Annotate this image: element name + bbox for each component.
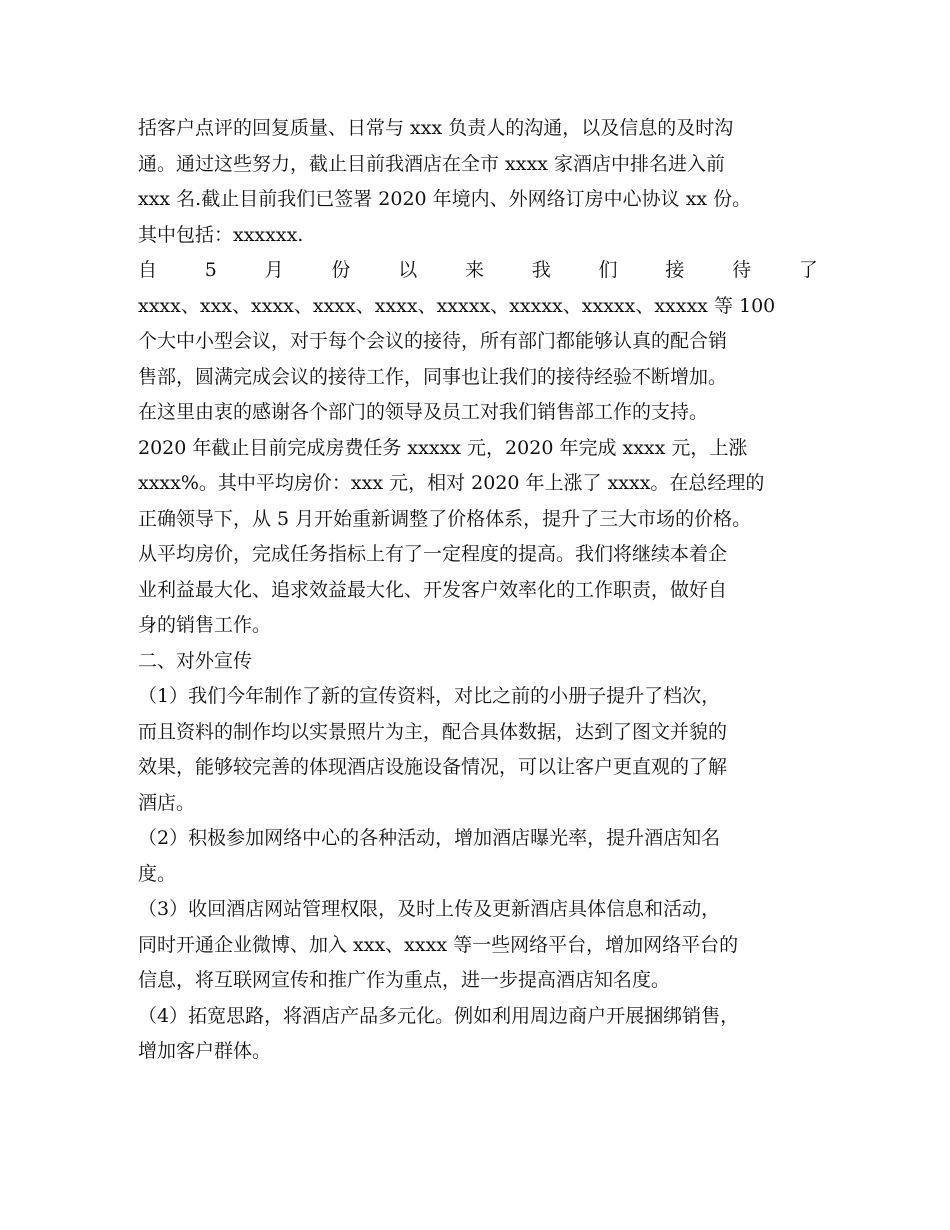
text-line: 业利益最大化、追求效益最大化、开发客户效率化的工作职责，做好自 (138, 578, 728, 601)
text-line: 在这里由衷的感谢各个部门的领导及员工对我们销售部工作的支持。 (138, 401, 709, 423)
text-line: 信息，将互联网宣传和推广作为重点，进一步提高酒店知名度。 (138, 969, 671, 991)
glyph: 自 (138, 259, 158, 281)
text-line: （4）拓宽思路，将酒店产品多元化。例如利用周边商户开展捆绑销售， (138, 1004, 740, 1027)
text-line: 从平均房价，完成任务指标上有了一定程度的提高。我们将继续本着企 (138, 543, 728, 565)
text-line: 通。通过这些努力，截止目前我酒店在全市 xxxx 家酒店中排名进入前 (138, 152, 725, 175)
text-line: 个大中小型会议，对于每个会议的接待，所有部门都能够认真的配合销 (138, 330, 728, 352)
justified-text-line (138, 253, 818, 289)
text-line: 2020 年截止目前完成房费任务 xxxxx 元，2020 年完成 xxxx 元，上涨 (138, 436, 748, 459)
glyph: 份 (331, 259, 351, 281)
text-line: 其中包括：xxxxxx. (138, 223, 304, 246)
paragraph-ota-ranking (138, 111, 818, 253)
list-item-network-activities (138, 821, 818, 892)
list-item-website-management (138, 892, 818, 999)
list-item-product-diversification (138, 999, 818, 1070)
text-line: 同时开通企业微博、加入 xxx、xxxx 等一些网络平台，增加网络平台的 (138, 933, 739, 956)
section-heading-external-promotion (138, 644, 818, 680)
text-line: 而且资料的制作均以实景照片为主，配合具体数据，达到了图文并貌的 (138, 720, 728, 743)
paragraph-room-revenue (138, 431, 818, 644)
text-line: （1）我们今年制作了新的宣传资料，对比之前的小册子提升了档次， (138, 685, 721, 707)
glyph: 待 (732, 259, 752, 281)
text-line: 正确领导下，从 5 月开始重新调整了价格体系，提升了三大市场的价格。 (138, 507, 752, 530)
glyph: 来 (464, 259, 484, 281)
text-line: 增加客户群体。 (138, 1040, 272, 1062)
text-line: xxxx%。其中平均房价：xxx 元，相对 2020 年上涨了 xxxx。在总经理的 (138, 472, 765, 494)
glyph: 以 (398, 259, 418, 281)
text-line: 售部，圆满完成会议的接待工作，同事也让我们的接待经验不断增加。 (138, 365, 728, 388)
paragraph-meetings (138, 253, 818, 431)
glyph: 5 (204, 259, 217, 281)
glyph: 我 (531, 259, 551, 281)
text-line: 效果，能够较完善的体现酒店设施设备情况，可以让客户更直观的了解 (138, 756, 728, 778)
text-line: 酒店。 (138, 791, 196, 814)
text-line: （2）积极参加网络中心的各种活动，增加酒店曝光率，提升酒店知名 (138, 827, 721, 849)
text-line: （3）收回酒店网站管理权限，及时上传及更新酒店具体信息和活动， (138, 898, 721, 920)
text-line: xxx 名.截止目前我们已签署 2020 年境内、外网络订房中心协议 xx 份。 (138, 188, 752, 210)
glyph: 们 (598, 259, 618, 281)
section-heading: 二、对外宣传 (138, 649, 253, 672)
text-line: 括客户点评的回复质量、日常与 xxx 负责人的沟通，以及信息的及时沟 (138, 117, 734, 139)
text-line: 身的销售工作。 (138, 614, 272, 636)
list-item-promo-materials (138, 679, 818, 821)
glyph: 月 (264, 259, 284, 281)
text-line: xxxx、xxx、xxxx、xxxx、xxxx、xxxxx、xxxxx、xxxxx、xxxxx 等 100 (138, 294, 776, 317)
glyph: 了 (798, 259, 818, 281)
glyph: 接 (665, 259, 685, 281)
document-page (138, 111, 818, 1070)
text-line: 度。 (138, 862, 177, 885)
